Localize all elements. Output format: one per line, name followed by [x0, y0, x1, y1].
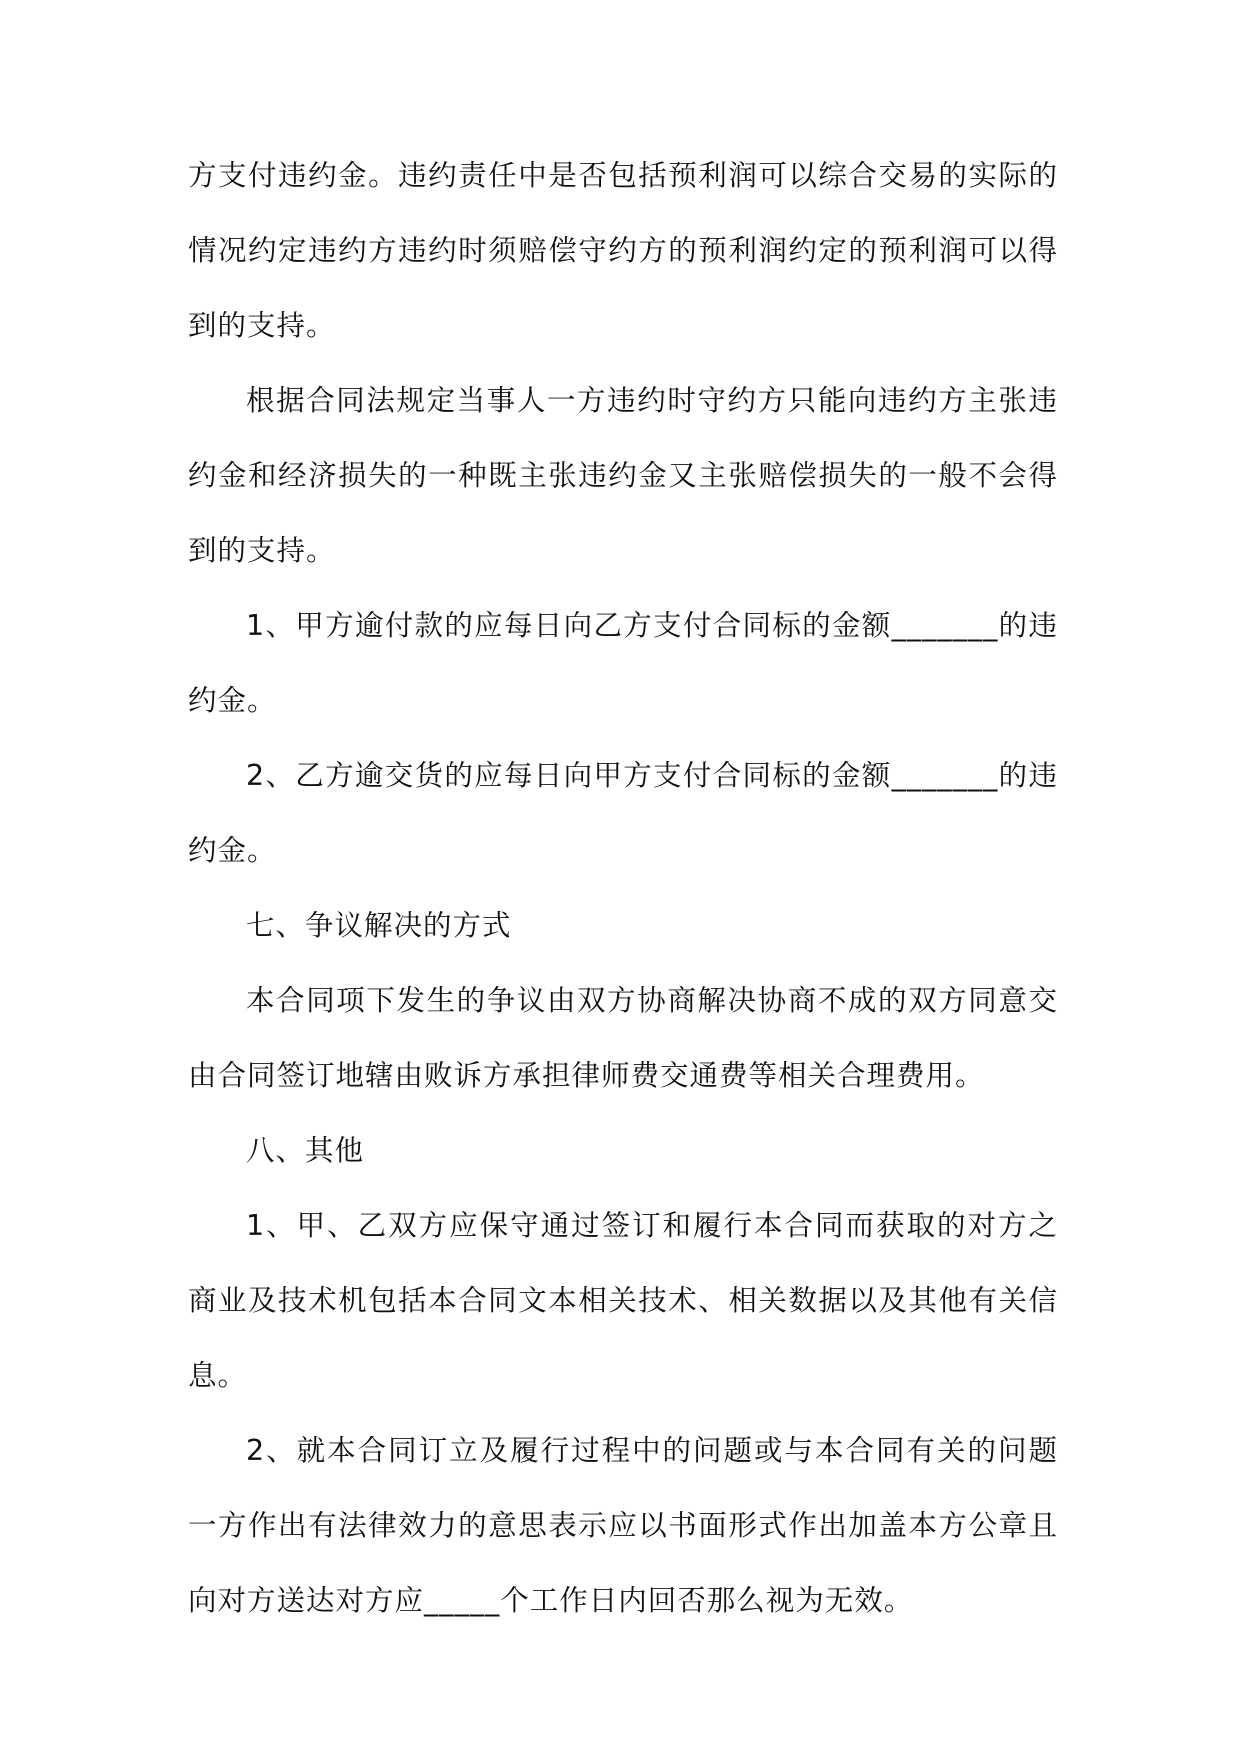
paragraph-dispute-resolution: 本合同项下发生的争议由双方协商解决协商不成的双方同意交由合同签订地辖由败诉方承担律师费交通费等相关合理费用。: [188, 984, 1058, 1092]
section-heading-other: 八、其他: [246, 1134, 365, 1167]
paragraph-written-notice: 2、就本合同订立及履行过程中的问题或与本合同有关的问题一方作出有法律效力的意思表示应以书面形式作出加盖本方公章且向对方送达对方应_____个工作日内回否那么视为无效。: [188, 1434, 1058, 1617]
section-heading-dispute-resolution: 七、争议解决的方式: [246, 909, 512, 942]
document-body: [188, 138, 1058, 1638]
paragraph-party-a-late-payment: 1、甲方逾付款的应每日向乙方支付合同标的金额_______的违约金。: [188, 609, 1058, 717]
paragraph-confidentiality: 1、甲、乙双方应保守通过签订和履行本合同而获取的对方之商业及技术机包括本合同文本相关技术、相关数据以及其他有关信息。: [188, 1209, 1058, 1392]
paragraph-contract-law: 根据合同法规定当事人一方违约时守约方只能向违约方主张违约金和经济损失的一种既主张违约金又主张赔偿损失的一般不会得到的支持。: [188, 384, 1058, 567]
paragraph-party-b-late-delivery: 2、乙方逾交货的应每日向甲方支付合同标的金额_______的违约金。: [188, 759, 1058, 867]
paragraph-breach-liability: 方支付违约金。违约责任中是否包括预利润可以综合交易的实际的情况约定违约方违约时须赔偿守约方的预利润约定的预利润可以得到的支持。: [188, 159, 1058, 342]
